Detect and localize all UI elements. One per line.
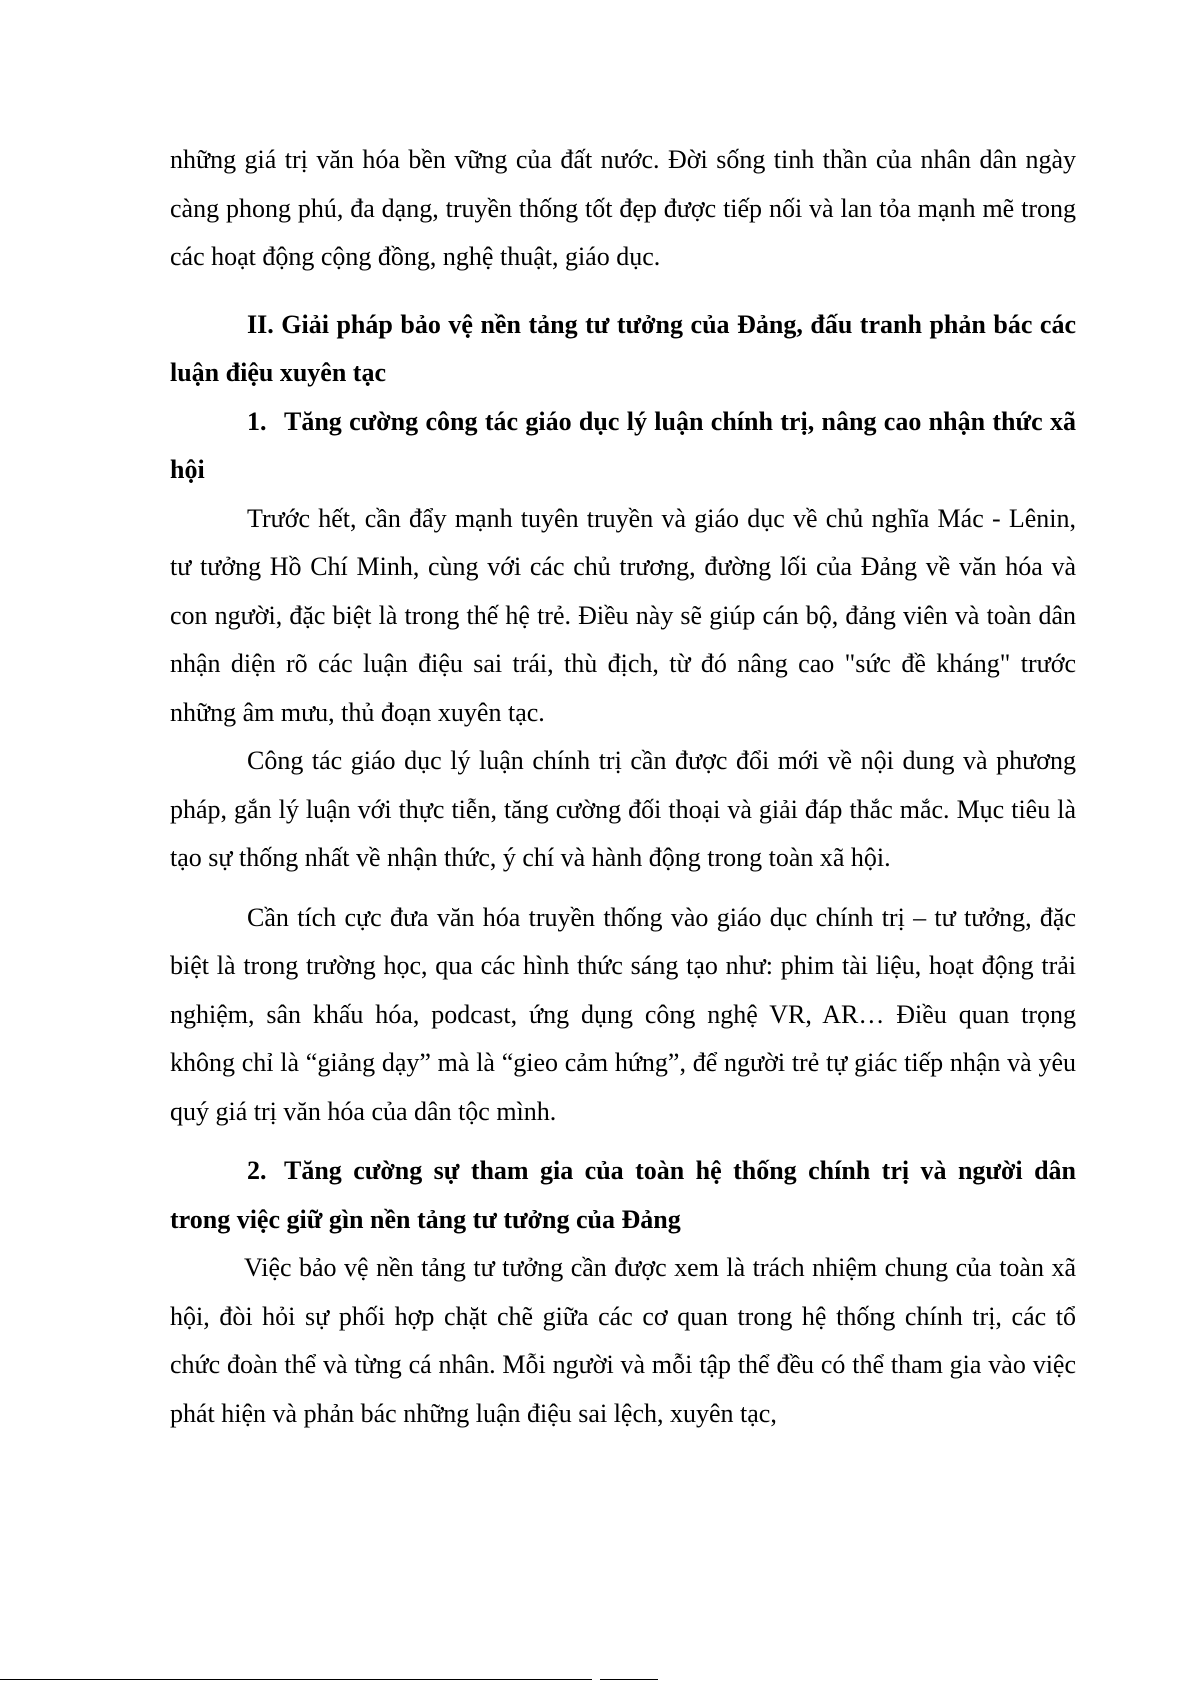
footer-divider-left [0,1679,592,1680]
subsection-2-heading [170,1147,1076,1244]
section-heading: II. Giải pháp bảo vệ nền tảng tư tưởng của Đảng, đấu tranh phản bác các luận điệu xuyên tạc [170,309,1076,387]
subsection-1-title: Tăng cường công tác giáo dục lý luận chính trị, nâng cao nhận thức xã hội [170,406,1076,484]
subsection-2-title: Tăng cường sự tham gia của toàn hệ thống chính trị và người dân trong việc giữ gìn nền tảng tư tưởng của Đảng [170,1156,1076,1234]
subsection-2-number: 2. [247,1156,267,1185]
subsection-1-number: 1. [247,406,267,436]
paragraph-2: Công tác giáo dục lý luận chính trị cần được đổi mới về nội dung và phương pháp, gắn lý luận với thực tiễn, tăng cường đối thoại và giải đáp thắc mắc. Mục tiêu là tạo sự thống nhất về nhận thức, ý chí và hành động trong toàn xã hội. [170,746,1076,872]
footer-divider-right [600,1679,658,1680]
intro-continuation-paragraph: những giá trị văn hóa bền vững của đất nước. Đời sống tinh thần của nhân dân ngày càng phong phú, đa dạng, truyền thống tốt đẹp được tiếp nối và lan tỏa mạnh mẽ trong các hoạt động cộng đồng, nghệ thuật, giáo dục. [170,145,1076,271]
paragraph-1: Trước hết, cần đẩy mạnh tuyên truyền và giáo dục về chủ nghĩa Mác - Lênin, tư tưởng Hồ Chí Minh, cùng với các chủ trương, đường lối của Đảng về văn hóa và con người, đặc biệt là trong thế hệ trẻ. Điều này sẽ giúp cán bộ, đảng viên và toàn dân nhận diện rõ các luận điệu sai trái, thù địch, từ đó nâng cao "sức đề kháng" trước những âm mưu, thủ đoạn xuyên tạc. [170,503,1076,727]
document-body [170,136,1076,1438]
subsection-1-heading [170,398,1076,495]
paragraph-4: Việc bảo vệ nền tảng tư tưởng cần được xem là trách nhiệm chung của toàn xã hội, đòi hỏi sự phối hợp chặt chẽ giữa các cơ quan trong hệ thống chính trị, các tổ chức đoàn thể và từng cá nhân. Mỗi người và mỗi tập thể đều có thể tham gia vào việc phát hiện và phản bác những luận điệu sai lệch, xuyên tạc, [170,1253,1076,1428]
paragraph-3: Cần tích cực đưa văn hóa truyền thống vào giáo dục chính trị – tư tưởng, đặc biệt là trong trường học, qua các hình thức sáng tạo như: phim tài liệu, hoạt động trải nghiệm, sân khấu hóa, podcast, ứng dụng công nghệ VR, AR… Điều quan trọng không chỉ là “giảng dạy” mà là “gieo cảm hứng”, để người trẻ tự giác tiếp nhận và yêu quý giá trị văn hóa của dân tộc mình. [170,902,1076,1126]
